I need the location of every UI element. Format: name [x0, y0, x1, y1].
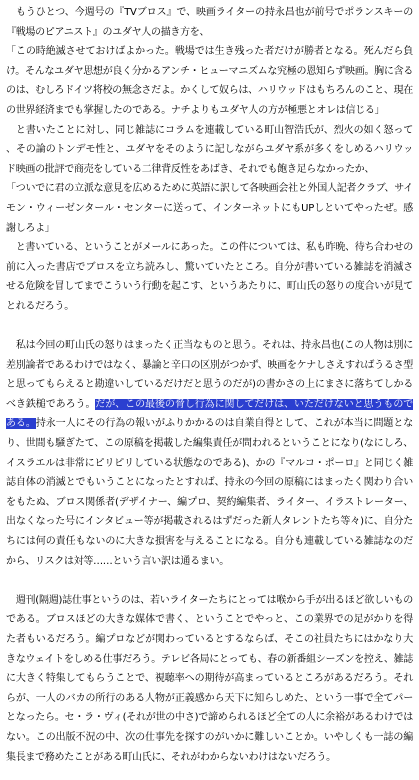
paragraph-gap — [6, 571, 413, 591]
paragraph-gap — [6, 317, 413, 337]
paragraph-1 — [6, 3, 413, 179]
quote-2: 「ついでに君の立派な意見を広めるために英語に訳して各映画会社と外国人記者クラブ、サイモン・ウィーゼンタール・センターに送って、インターネットにもUPしといてやったぜ。感謝しろよ」 — [6, 183, 413, 234]
paragraph-3-text-after: 持永一人にその行為の報いがふりかかるのは自業自得として、これが本当に問題となり、世間も騒ぎたて、この原稿を掲載した編集責任が問われるということになり(なにしろ、イスラエルは非常にピリピリしている状態なのである)、かの『マルコ・ポーロ』と同じく雑誌自体の消滅とでもいうことになったとすれば、持永の今回の原稿にはまったく関わり合いをもたぬ、ブロス関係者(デザイナー、編プロ、契約編集者、ライター、イラストレーター、出なくなった号にインタビュー等が掲載されるはずだった新人タレントたち等々)に、自分たちには何の責任もないのに大きな損害を与えることになる。自分も連載している雑誌なのだから、リスクは対等……という言い訳は通るまい。 — [6, 418, 413, 567]
paragraph-2-rest: と書いている、ということがメールにあった。この件については、私も昨晩、待ち合わせの前に入った書店でブロスを立ち読みし、驚いていたところ。自分が書いている雑誌を消滅させる危険を冒してまでこういう行動を起こす、というあたりに、町山氏の怒りの度合いが見てとれるだろう。 — [6, 242, 413, 312]
paragraph-2 — [6, 179, 413, 316]
paragraph-3 — [6, 336, 413, 571]
paragraph-3-text: 私は今回の町山氏の怒りはまったく正当なものと思う。それは、持永昌也(この人物は別に差別論者であるわけではなく、暴論と辛口の区別がつかず、映画をケナしさえすればうるさ型と思ってもらえると勘違いしているだけだと思うのだが)の書かさの上にまさに落ちてしかるべき鉄槌であろう。 — [6, 340, 413, 410]
highlighted-sentence: だが、この最後の脅し行為に関してだけは、いただけないと思うものである。 — [6, 398, 413, 430]
paragraph-1-rest: と書いたことに対し、同じ雑誌にコラムを連載している町山智浩氏が、烈火の如く怒って、その論のトンデモ性と、ユダヤをそのように記しながらユダヤ系が多くをしめるハリウッド映画の批評で商売をしている二律背反性をあばき、それでも飽き足らなかったか、 — [6, 124, 413, 175]
paragraph-1-intro: もうひとつ、今週号の『TVブロス』で、映画ライターの持永昌也が前号でポランスキーの『戦場のピアニスト』のユダヤ人の描き方を、 — [6, 7, 413, 38]
quote-1: 「この時絶滅させておけばよかった。戦場では生き残った者だけが勝者となる。死んだら負け。そんなユダヤ思想が良く分かるアンチ・ヒューマニズムな究極の恩知らず映画。胸に含るのは、むしろドイツ将校の無念さだよ。かくして奴らは、ハリウッドはもちろんのこと、現在の世界経済までも掌握したのである。ナチよりもユダヤ人の方が極悪とオレは信じる」 — [6, 46, 413, 116]
paragraph-4: 週刊(隔週)誌仕事というのは、若いライターたちにとっては喉から手が出るほど欲しいものである。ブロスほどの大きな媒体で書く、ということでやっと、この業界での足がかりを得た者もいるだろう。編プロなどが関わっているとするならば、そこの社員たちにはかなり大きなウェイトをしめる仕事だろう。テレビ各局にとっても、春の新番組シーズンを控え、雑誌に大きく特集してもらうことで、視聴率への期待が高まっているところがあるだろう。それらが、一人のバカの所行のある人物が正義感から天下に知らしめた、という一事で全てパーとなったら。セ・ラ・ヴィ(それが世の中さ)で諦められるほど全ての人に余裕があるわけではない。この出版不況の中、次の仕事先を探すのがいかに難しいことか。いやしくも一誌の編集長まで務めたことがある町山氏に、それがわからないわけはないだろう。 — [6, 594, 413, 763]
article-body — [6, 3, 413, 767]
